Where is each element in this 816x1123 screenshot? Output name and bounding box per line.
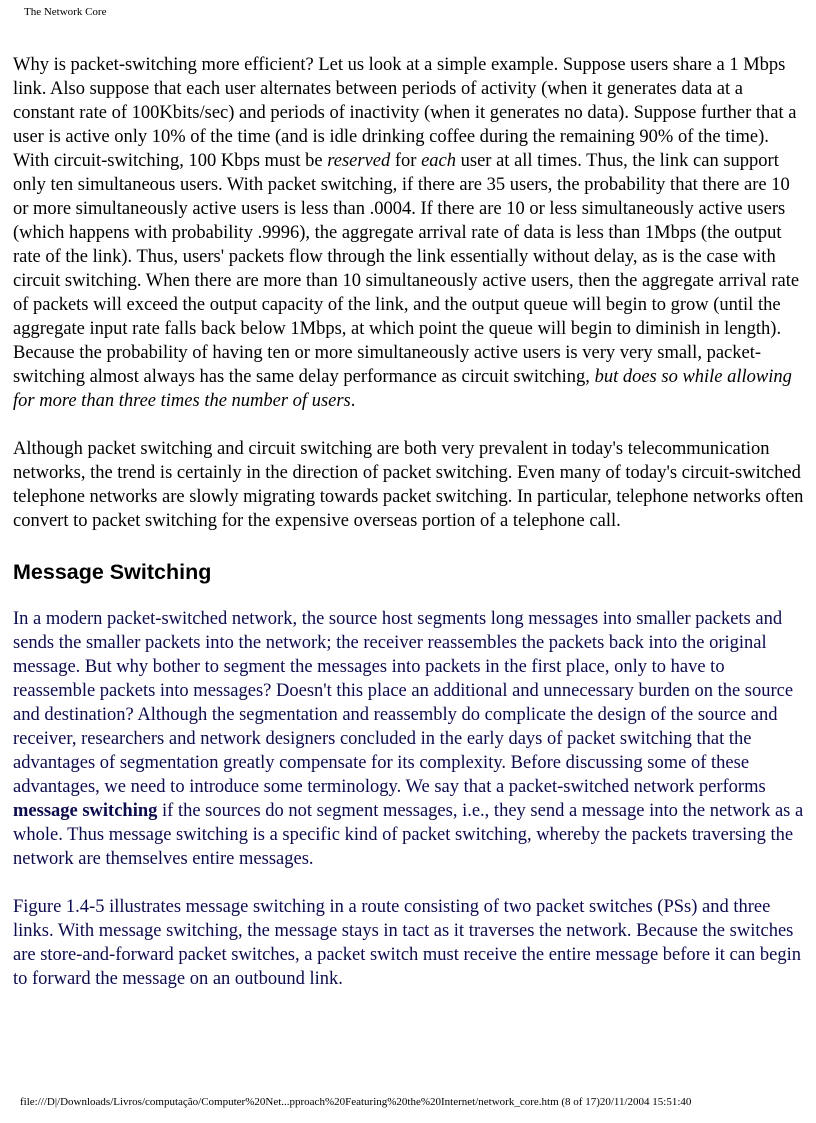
text-run: Why is packet-switching more efficient? Let us look at a simple example. Suppose users share a 1 Mbps link. Also suppose that each user alternates between periods of activity (when it generates data at a constant rate of 100Kbits/sec) and periods of inactivity (when it generates no data). Suppose further that a user is active only 10% of the time (and is idle drinking coffee during the remaining 90% of the time). With circuit-switching, 100 Kbps must be (13, 55, 797, 171)
emphasis-reserved: reserved (327, 151, 391, 171)
document-body (13, 53, 805, 991)
paragraph-trend: Although packet switching and circuit switching are both very prevalent in today's telecommunication networks, the trend is certainly in the direction of packet switching. Even many of today's circuit-switched telephone networks are slowly migrating towards packet switching. In particular, telephone networks often convert to packet switching for the expensive overseas portion of a telephone call. (13, 439, 804, 531)
emphasis-conclusion: but does so while allowing for more than three times the number of users (13, 367, 792, 411)
term-message-switching: message switching (13, 801, 158, 821)
paragraph-efficiency-example (13, 53, 805, 413)
paragraph-figure-description: Figure 1.4-5 illustrates message switching in a route consisting of two packet switches (PSs) and three links. With message switching, the message stays in tact as it traverses the network. Because the switches are store-and-forward packet switches, a packet switch must receive the entire message before it can begin to forward the message on an outbound link. (13, 897, 801, 989)
text-run: In a modern packet-switched network, the source host segments long messages into smaller packets and sends the smaller packets into the network; the receiver reassembles the packets back into the original message. But why bother to segment the messages into packets in the first place, only to have to reassemble packets into messages? Doesn't this place an additional and unnecessary burden on the source and destination? Although the segmentation and reassembly do complicate the design of the source and receiver, researchers and network designers concluded in the early days of packet switching that the advantages of segmentation greatly compensate for its complexity. Before discussing some of these advantages, we need to introduce some terminology. We say that a packet-switched network performs (13, 609, 794, 797)
emphasis-each: each (421, 151, 457, 171)
text-run: if the sources do not segment messages, i.e., they send a message into the network as a whole. Thus message switching is a specific kind of packet switching, whereby the packets traversing the network are themselves entire messages. (13, 801, 804, 869)
text-run: for (390, 151, 422, 171)
text-run: . (350, 391, 356, 411)
text-run: user at all times. Thus, the link can support only ten simultaneous users. With packet switching, if there are 35 users, the probability that there are 10 or more simultaneously active users is less than .0004. If there are 10 or less simultaneously active users (which happens with probability .9996), the aggregate arrival rate of data is less than 1Mbps (the output rate of the link). Thus, users' packets flow through the link essentially without delay, as is the case with circuit switching. When there are more than 10 simultaneously active users, then the aggregate arrival rate of packets will exceed the output capacity of the link, and the output queue will begin to grow (until the aggregate input rate falls back below 1Mbps, at which point the queue will begin to diminish in length). Because the probability of having ten or more simultaneously active users is very very small, packet-switching almost always has the same delay performance as circuit switching, (13, 151, 800, 387)
print-footer-path: file:///D|/Downloads/Livros/computação/Computer%20Net...pproach%20Featuring%20the%20Internet/network_core.htm (8 of 17)20/11/2004 15:51:40 (20, 1096, 692, 1108)
print-header-title: The Network Core (24, 6, 107, 18)
section-heading-message-switching: Message Switching (13, 560, 212, 584)
paragraph-segmentation (13, 607, 805, 871)
